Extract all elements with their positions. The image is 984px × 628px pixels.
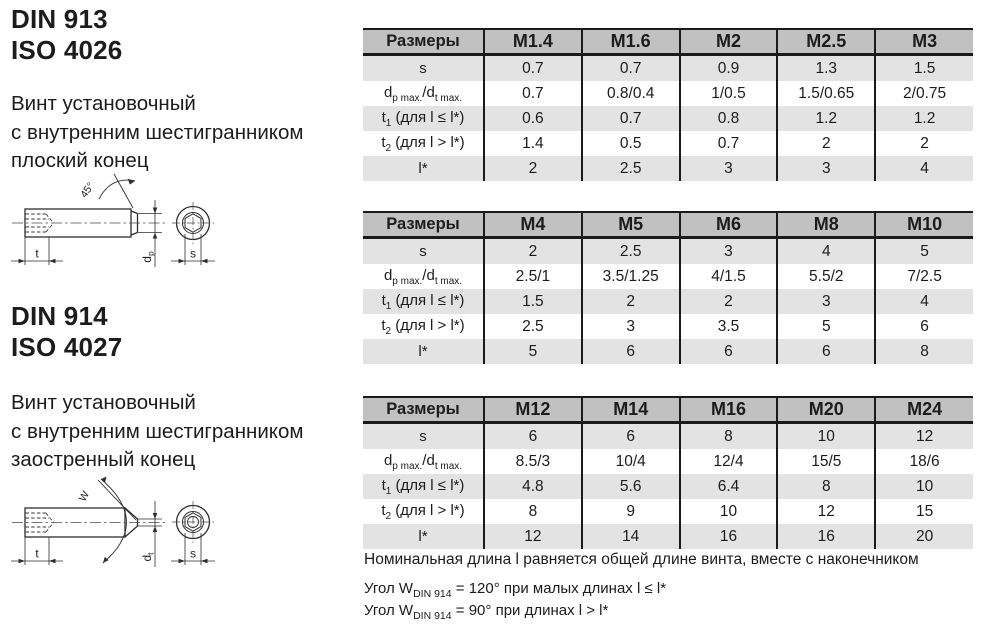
value-cell: 0.9 — [680, 55, 778, 82]
standard-code-iso4026: ISO 4026 — [11, 35, 123, 65]
value-cell: 0.7 — [484, 81, 582, 106]
value-cell: 0.7 — [582, 106, 680, 131]
table-row — [363, 499, 973, 524]
value-cell: 0.8 — [680, 106, 778, 131]
header-size-M24: M24 — [875, 397, 973, 423]
value-cell: 7/2.5 — [875, 264, 973, 289]
value-cell: 3 — [680, 238, 778, 265]
value-cell: 20 — [875, 524, 973, 549]
row-label: $t_1$ (для l ≤ l*) — [363, 106, 484, 131]
table-row — [363, 314, 973, 339]
value-cell: 10/4 — [582, 449, 680, 474]
dimensions-table-m4-m10 — [363, 211, 973, 364]
value-cell: 16 — [680, 524, 778, 549]
value-cell: 4/1.5 — [680, 264, 778, 289]
row-label: s — [363, 55, 484, 82]
value-cell: 12 — [875, 423, 973, 450]
value-cell: 2.5 — [484, 314, 582, 339]
table-row — [363, 264, 973, 289]
value-cell: 6 — [582, 423, 680, 450]
header-size-M8: M8 — [777, 212, 875, 238]
row-label: s — [363, 238, 484, 265]
value-cell: 2.5 — [582, 156, 680, 181]
value-cell: 8.5/3 — [484, 449, 582, 474]
value-cell: 4.8 — [484, 474, 582, 499]
value-cell: 0.6 — [484, 106, 582, 131]
header-size-M2: M2 — [680, 29, 778, 55]
description-line: плоский конец — [11, 149, 149, 172]
value-cell: 15 — [875, 499, 973, 524]
cone-angle-label: W — [76, 489, 93, 504]
header-sizes-label: Размеры — [363, 29, 484, 55]
note-nominal-length: Номинальная длина l равняется общей длине винта, вместе с наконечником — [364, 551, 919, 568]
description-line: заостренный конец — [11, 448, 196, 471]
value-cell: 2 — [582, 289, 680, 314]
header-size-M12: M12 — [484, 397, 582, 423]
value-cell: 0.7 — [582, 55, 680, 82]
value-cell: 8 — [777, 474, 875, 499]
value-cell: 1.2 — [777, 106, 875, 131]
header-size-M2.5: M2.5 — [777, 29, 875, 55]
cone-angle-callout — [98, 479, 136, 563]
side-view-flat-point — [11, 174, 165, 267]
value-cell: 5.6 — [582, 474, 680, 499]
value-cell: 8 — [484, 499, 582, 524]
value-cell: 6.4 — [680, 474, 778, 499]
value-cell: 15/5 — [777, 449, 875, 474]
dimension-dt-label: $d_t$ — [140, 552, 156, 562]
value-cell: 3.5 — [680, 314, 778, 339]
row-label: $t_2$ (для l > l*) — [381, 316, 465, 337]
dimensions-table-m1_4-m3 — [363, 28, 973, 181]
value-cell: 5 — [484, 339, 582, 364]
header-size-M1.4: M1.4 — [484, 29, 582, 55]
row-label: $d_{p max.}/d_{t max.}$ — [383, 83, 463, 104]
description-din913 — [11, 90, 304, 176]
table-header-row — [363, 29, 973, 55]
value-cell: 6 — [680, 339, 778, 364]
value-cell: 2/0.75 — [875, 81, 973, 106]
value-cell: 0.5 — [582, 131, 680, 156]
value-cell: 0.7 — [680, 131, 778, 156]
header-size-M14: M14 — [582, 397, 680, 423]
standard-code-iso4027: ISO 4027 — [11, 332, 123, 362]
value-cell: 6 — [484, 423, 582, 450]
value-cell: 14 — [582, 524, 680, 549]
standard-code-din914: DIN 914 — [11, 301, 108, 331]
header-size-M20: M20 — [777, 397, 875, 423]
description-line: Винт установочный — [11, 92, 196, 115]
row-label: s — [363, 423, 484, 450]
value-cell: 12 — [484, 524, 582, 549]
header-size-M6: M6 — [680, 212, 778, 238]
header-size-M5: M5 — [582, 212, 680, 238]
value-cell: 1.5/0.65 — [777, 81, 875, 106]
header-size-M3: M3 — [875, 29, 973, 55]
value-cell: 1.3 — [777, 55, 875, 82]
value-cell: 2.5/1 — [484, 264, 582, 289]
table-row — [363, 238, 973, 265]
row-label: $t_2$ (для l > l*) — [381, 133, 465, 154]
value-cell: 4 — [777, 238, 875, 265]
value-cell: 16 — [777, 524, 875, 549]
value-cell: 12 — [777, 499, 875, 524]
dimension-s-label: s — [190, 546, 196, 561]
row-label: l* — [363, 524, 484, 549]
value-cell: 6 — [875, 314, 973, 339]
value-cell: 3 — [777, 289, 875, 314]
value-cell: 2 — [680, 289, 778, 314]
table-row — [363, 131, 973, 156]
value-cell: 1.5 — [875, 55, 973, 82]
value-cell: 5 — [875, 238, 973, 265]
value-cell: 10 — [875, 474, 973, 499]
value-cell: 2 — [777, 131, 875, 156]
end-view-hex-socket — [171, 202, 215, 265]
end-view-hex-socket — [171, 501, 215, 565]
header-sizes-label: Размеры — [363, 397, 484, 423]
header-size-M4: M4 — [484, 212, 582, 238]
description-line: с внутренним шестигранником — [11, 419, 304, 443]
value-cell: 2 — [484, 238, 582, 265]
technical-drawing-cone-point-set-screw — [2, 468, 237, 593]
row-label: $t_1$ (для l ≤ l*) — [363, 474, 484, 499]
table-row — [363, 449, 973, 474]
note-angle-90: Угол $W_{DIN 914} = 90^\circ$ при длинах l > l* — [364, 602, 609, 622]
value-cell: 1/0.5 — [680, 81, 778, 106]
value-cell: 6 — [582, 339, 680, 364]
value-cell: 9 — [582, 499, 680, 524]
dimension-s-label: s — [190, 246, 196, 261]
row-label: $t_2$ (для l > l*) — [381, 501, 465, 522]
value-cell: 4 — [875, 289, 973, 314]
row-label: l* — [363, 156, 484, 181]
table-row — [363, 81, 973, 106]
value-cell: 3 — [582, 314, 680, 339]
value-cell: 1.2 — [875, 106, 973, 131]
value-cell: 2.5 — [582, 238, 680, 265]
value-cell: 5.5/2 — [777, 264, 875, 289]
value-cell: 3 — [777, 156, 875, 181]
row-label: l* — [363, 339, 484, 364]
value-cell: 8 — [680, 423, 778, 450]
row-label: $d_{p max.}/d_{t max.}$ — [383, 451, 463, 472]
dimension-t-label: t — [35, 546, 39, 561]
table-header-row — [363, 212, 973, 238]
value-cell: 18/6 — [875, 449, 973, 474]
table-row — [363, 289, 973, 314]
table-row — [363, 474, 973, 499]
value-cell: 3.5/1.25 — [582, 264, 680, 289]
table-row — [363, 524, 973, 549]
table-header-row — [363, 397, 973, 423]
header-sizes-label: Размеры — [363, 212, 484, 238]
header-size-M16: M16 — [680, 397, 778, 423]
description-din914 — [11, 389, 304, 475]
value-cell: 2 — [875, 131, 973, 156]
note-angle-120: Угол $W_{DIN 914} = 120^\circ$ при малых длинах l ≤ l* — [364, 580, 667, 600]
value-cell: 10 — [680, 499, 778, 524]
dimensions-table-m12-m24 — [363, 396, 973, 549]
heading-din913-iso4026 — [11, 4, 122, 66]
value-cell: 3 — [680, 156, 778, 181]
table-row — [363, 339, 973, 364]
chamfer-angle-label: 45° — [78, 180, 98, 201]
value-cell: 6 — [777, 339, 875, 364]
table-row — [363, 106, 973, 131]
technical-drawing-flat-point-set-screw — [2, 168, 237, 293]
value-cell: 2 — [484, 156, 582, 181]
standard-code-din913: DIN 913 — [11, 4, 108, 34]
heading-din914-iso4027 — [11, 301, 122, 363]
value-cell: 5 — [777, 314, 875, 339]
value-cell: 8 — [875, 339, 973, 364]
table-row — [363, 156, 973, 181]
row-label: $t_1$ (для l ≤ l*) — [363, 289, 484, 314]
value-cell: 4 — [875, 156, 973, 181]
value-cell: 1.4 — [484, 131, 582, 156]
value-cell: 0.8/0.4 — [582, 81, 680, 106]
dimension-dp-label: $d_p$ — [140, 251, 156, 263]
value-cell: 12/4 — [680, 449, 778, 474]
header-size-M1.6: M1.6 — [582, 29, 680, 55]
value-cell: 0.7 — [484, 55, 582, 82]
description-line: Винт установочный — [11, 391, 196, 414]
table-row — [363, 423, 973, 450]
value-cell: 10 — [777, 423, 875, 450]
header-size-M10: M10 — [875, 212, 973, 238]
table-row — [363, 55, 973, 82]
value-cell: 1.5 — [484, 289, 582, 314]
dimension-t-label: t — [35, 246, 39, 261]
side-view-cone-point — [11, 477, 165, 567]
row-label: $d_{p max.}/d_{t max.}$ — [383, 266, 463, 287]
description-line: с внутренним шестигранником — [11, 120, 304, 144]
chamfer-angle-callout — [99, 174, 135, 208]
